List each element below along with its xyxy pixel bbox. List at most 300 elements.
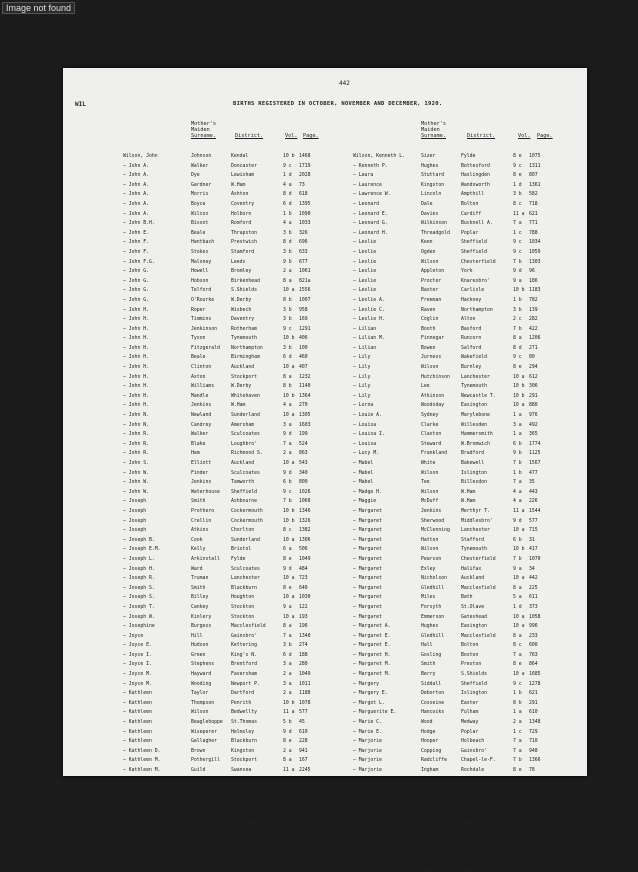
- register-row: [353, 277, 553, 287]
- maiden-name: Bennett: [191, 796, 212, 802]
- volume: 7 b: [513, 556, 522, 562]
- register-row: [353, 210, 553, 220]
- volume: 3 a: [283, 681, 292, 687]
- page-ref: 582: [529, 192, 538, 198]
- district: Gainsbro': [461, 806, 487, 812]
- maiden-name: Maloney: [191, 259, 212, 265]
- page-ref: 233: [529, 633, 538, 639]
- page-ref: 35: [529, 480, 535, 486]
- district: Hackney: [461, 815, 482, 821]
- entry-name: — John H.: [123, 393, 149, 399]
- register-row: [123, 833, 323, 843]
- district: Tamworth: [231, 480, 255, 486]
- district: Daventry: [231, 317, 255, 323]
- page-ref: 1366: [529, 758, 541, 764]
- volume: 9 a: [513, 566, 522, 572]
- page-ref: 1556: [299, 288, 311, 294]
- page-ref: 271: [529, 345, 538, 351]
- register-row: [123, 440, 323, 450]
- register-row: [123, 747, 323, 757]
- register-row: [353, 200, 553, 210]
- maiden-name: Tee: [421, 480, 430, 486]
- district: Bath: [461, 595, 473, 601]
- entry-name: — Kenneth: [123, 815, 149, 821]
- page-ref: 1306: [299, 537, 311, 543]
- district: Ashton: [231, 192, 249, 198]
- register-row: [123, 708, 323, 718]
- entry-name: — Joseph T.: [123, 604, 155, 610]
- page-ref: 1346: [299, 508, 311, 514]
- register-row: [353, 315, 553, 325]
- maiden-name: Procter: [421, 278, 442, 284]
- register-row: [123, 181, 323, 191]
- register-row: [123, 401, 323, 411]
- maiden-name: Dixon: [191, 835, 206, 841]
- page-ref: 1719: [299, 163, 311, 169]
- maiden-name: Gallagher: [191, 739, 217, 745]
- maiden-name: Atkins: [191, 528, 209, 534]
- maiden-name: Hobson: [191, 278, 209, 284]
- register-row: [123, 334, 323, 344]
- page-ref: 807: [529, 173, 538, 179]
- entry-name: — Joseph S.: [123, 595, 155, 601]
- district: Sheffield: [231, 489, 257, 495]
- volume: 8 e: [513, 768, 522, 773]
- page-ref: 225: [529, 585, 538, 591]
- register-row: [353, 267, 553, 277]
- maiden-name: Hill: [191, 633, 203, 639]
- entry-name: — Leonard E.: [353, 211, 388, 217]
- register-row: [123, 517, 323, 527]
- volume: 6 b: [513, 441, 522, 447]
- maiden-name: Hodgson: [191, 863, 212, 869]
- district: Bolton: [461, 643, 479, 649]
- volume: 9 c: [513, 681, 522, 687]
- district: Northampton: [231, 345, 263, 351]
- page-ref: 976: [529, 413, 538, 419]
- maiden-name: Wilson: [421, 470, 439, 476]
- page-ref: 280: [299, 662, 308, 668]
- district: Longtown: [231, 806, 255, 812]
- district: Sculcoates: [231, 566, 260, 572]
- register-row: [353, 238, 553, 248]
- page-ref: 80: [529, 355, 535, 361]
- entry-name: — Marjorie E.: [353, 815, 391, 821]
- left-register-table: [123, 152, 323, 872]
- maiden-name: Martin: [421, 844, 439, 850]
- page-ref: 1291: [299, 326, 311, 332]
- register-row: [123, 689, 323, 699]
- page-ref: 122: [299, 604, 308, 610]
- district: Stockport: [231, 758, 257, 764]
- register-row: [353, 670, 553, 680]
- register-row: [123, 843, 323, 853]
- register-page: [63, 68, 587, 869]
- volume: 10 a: [283, 365, 295, 371]
- entry-name: — John W.: [123, 480, 149, 486]
- register-row: [123, 565, 323, 575]
- register-row: [123, 641, 323, 651]
- page-ref: 1303: [529, 259, 541, 265]
- volume: 8 d: [513, 345, 522, 351]
- district: Islington: [461, 470, 487, 476]
- maiden-name: Hodge: [421, 729, 436, 735]
- register-row: [353, 440, 553, 450]
- volume: 6 b: [513, 537, 522, 543]
- volume: 5 b: [283, 720, 292, 726]
- register-row: [123, 785, 323, 795]
- entry-name: — Joseph: [123, 499, 147, 505]
- register-row: [123, 536, 323, 546]
- maiden-name: Appleton: [421, 269, 445, 275]
- volume: 6 b: [283, 480, 292, 486]
- maiden-name: Shaw: [421, 787, 433, 793]
- maiden-name: Byers: [191, 806, 206, 812]
- district: Easter: [461, 700, 479, 706]
- page-ref: 589: [299, 787, 308, 793]
- entry-name: — John H.: [123, 374, 149, 380]
- entry-name: — Margaret H.: [353, 652, 391, 658]
- maiden-name: Gledhill: [421, 633, 445, 639]
- entry-name: — John R.: [123, 432, 149, 438]
- page-ref: 610: [529, 710, 538, 716]
- volume: 10 b: [513, 384, 525, 390]
- page-ref: 1326: [299, 518, 311, 524]
- district: Thrapston: [231, 230, 257, 236]
- entry-name: — Lorna: [353, 403, 374, 409]
- maiden-name: Clarke: [421, 422, 439, 428]
- maiden-name: Frankland: [421, 451, 447, 457]
- page-ref: 78: [529, 768, 535, 773]
- district: Lanchester: [461, 374, 490, 380]
- district: Stamford: [231, 249, 255, 255]
- maiden-name: Claxton: [421, 432, 442, 438]
- register-row: [123, 478, 323, 488]
- page-ref: 677: [299, 259, 308, 265]
- district: Cockermouth: [231, 508, 263, 514]
- district: Holbeach: [461, 739, 485, 745]
- page-ref: 1113: [299, 806, 311, 812]
- register-row: [353, 565, 553, 575]
- left-district-header: District.: [235, 133, 264, 139]
- maiden-name: Laverick: [421, 863, 445, 869]
- maiden-name: Riggs: [421, 825, 436, 831]
- entry-name: Wilson, Kenneth L.: [353, 154, 405, 159]
- volume: 10 a: [283, 863, 295, 869]
- district: Sculcoates: [231, 432, 260, 438]
- district: Loughbro': [231, 441, 257, 447]
- volume: 3 b: [283, 249, 292, 255]
- maiden-name: Beale: [191, 230, 206, 236]
- page-ref: 1186: [299, 825, 311, 831]
- register-row: [353, 421, 553, 431]
- entry-name: — Joyce M.: [123, 681, 152, 687]
- register-row: [353, 219, 553, 229]
- page-ref: 199: [299, 432, 308, 438]
- volume: 8 c: [513, 201, 522, 207]
- entry-name: — John G.: [123, 278, 149, 284]
- entry-name: — Mark L.: [353, 863, 379, 869]
- entry-name: — John H.: [123, 384, 149, 390]
- volume: 9 d: [513, 269, 522, 275]
- entry-name: — Margaret: [353, 508, 382, 514]
- page-ref: 1090: [299, 211, 311, 217]
- register-row: [123, 258, 323, 268]
- volume: 9 c: [513, 355, 522, 361]
- volume: 10 b: [283, 700, 295, 706]
- page-ref: 941: [299, 748, 308, 754]
- district: Carlisle: [461, 288, 485, 294]
- maiden-name: Sherwood: [421, 518, 445, 524]
- district: Sunderland: [231, 537, 260, 543]
- volume: 7 a: [513, 652, 522, 658]
- maiden-name: Dale: [421, 201, 433, 207]
- register-row: [123, 219, 323, 229]
- district: Sheffield: [461, 249, 487, 255]
- register-row: [123, 670, 323, 680]
- page-ref: 621: [529, 691, 538, 697]
- volume: 7 a: [513, 480, 522, 486]
- entry-name: — Margaret M.: [353, 672, 391, 678]
- volume: 8 a: [283, 777, 292, 783]
- entry-name: — Margaret: [353, 595, 382, 601]
- volume: 8 a: [283, 815, 292, 821]
- volume: 10 a: [283, 576, 295, 582]
- district: Bedwellty: [231, 710, 257, 716]
- entry-name: — Marguerite E.: [353, 710, 397, 716]
- district: Chapel-le-F.: [461, 758, 496, 764]
- district: Penrith: [231, 700, 252, 706]
- register-row: [123, 852, 323, 862]
- entry-name: — John H.: [123, 355, 149, 361]
- maiden-name: Raven: [421, 307, 436, 313]
- register-row: [353, 728, 553, 738]
- entry-name: — Lucy M.: [353, 451, 379, 457]
- district: Hartlepool: [231, 863, 260, 869]
- maiden-name: Kinlery: [191, 614, 212, 620]
- register-row: [353, 824, 553, 834]
- entry-name: — Leslie H.: [353, 317, 385, 323]
- register-row: [123, 267, 323, 277]
- entry-name: — Marjorie L.: [353, 835, 391, 841]
- register-row: [123, 411, 323, 421]
- page-ref: 167: [299, 758, 308, 764]
- entry-name: — John W.: [123, 489, 149, 495]
- district: W.Ham: [461, 844, 476, 850]
- district: Blackburn: [231, 739, 257, 745]
- page-ref: 43: [529, 787, 535, 793]
- volume: 10 a: [283, 413, 295, 419]
- page-ref: 821a: [299, 278, 311, 284]
- entry-name: — Lawrence W.: [353, 192, 391, 198]
- district: Kingston: [231, 748, 255, 754]
- register-row: [123, 171, 323, 181]
- entry-name: — Margaret: [353, 585, 382, 591]
- district: Auckland: [461, 576, 485, 582]
- maiden-name: Pearson: [421, 556, 442, 562]
- volume: 10 a: [283, 537, 295, 543]
- maiden-name: Cook: [191, 537, 203, 543]
- register-row: [123, 152, 323, 162]
- entry-name: — Margery E.: [353, 691, 388, 697]
- page-ref: 771: [529, 221, 538, 227]
- maiden-name: Walker: [191, 432, 209, 438]
- register-row: [353, 651, 553, 661]
- maiden-name: Davies: [421, 211, 439, 217]
- volume: 4 a: [283, 403, 292, 409]
- volume: 1 a: [513, 710, 522, 716]
- entry-name: — John N.: [123, 422, 149, 428]
- district: Bristol: [231, 547, 252, 553]
- page-ref: 373: [529, 604, 538, 610]
- district: Boston: [461, 652, 479, 658]
- maiden-name: Mandle: [191, 393, 209, 399]
- volume: 9 c: [513, 163, 522, 169]
- register-row: [353, 469, 553, 479]
- entry-name: — John A.: [123, 182, 149, 188]
- register-row: [123, 555, 323, 565]
- entry-name: — Kathleen: [123, 691, 152, 697]
- page-ref: 226: [529, 499, 538, 505]
- register-row: [123, 200, 323, 210]
- district: Fylde: [461, 154, 476, 159]
- district: King's N.: [231, 652, 257, 658]
- maiden-name: Stuttard: [421, 173, 445, 179]
- register-row: [123, 603, 323, 613]
- page-ref: 880: [529, 403, 538, 409]
- entry-name: — John G.: [123, 297, 149, 303]
- entry-name: — John F.G.: [123, 259, 155, 265]
- maiden-name: Exley: [421, 566, 436, 572]
- maiden-name: Elliott: [191, 461, 212, 466]
- page-ref: 577: [299, 710, 308, 716]
- register-row: [353, 776, 553, 786]
- page-ref: 228: [299, 739, 308, 745]
- entry-name: — Joyce I.: [123, 652, 152, 658]
- page-ref: 600: [529, 643, 538, 649]
- entry-name: — Mabel: [353, 480, 374, 486]
- register-row: [353, 488, 553, 498]
- entry-name: — Louisa: [353, 441, 377, 447]
- page-ref: 1011: [299, 681, 311, 687]
- entry-name: — Leslie: [353, 249, 377, 255]
- volume: 9 d: [283, 566, 292, 572]
- district: Bourne: [231, 835, 249, 841]
- district: Tynemouth: [461, 547, 487, 553]
- entry-name: — Joseph W.: [123, 614, 155, 620]
- volume: 2 a: [283, 691, 292, 697]
- page-ref: 442: [529, 576, 538, 582]
- maiden-name: Timmins: [191, 317, 212, 323]
- entry-name: — Lily: [353, 355, 371, 361]
- entry-name: — Marjorie: [353, 787, 382, 793]
- volume: 8 d: [283, 825, 292, 831]
- volume: 1 b: [283, 211, 292, 217]
- entry-name: — Margaret E.: [353, 633, 391, 639]
- page-number: 442: [339, 80, 350, 87]
- page-ref: 612: [529, 374, 538, 380]
- page-ref: 417: [529, 547, 538, 553]
- page-ref: 1183: [529, 288, 541, 294]
- page-ref: 1075: [529, 154, 541, 159]
- volume: 3 b: [283, 345, 292, 351]
- maiden-name: Wiseperer: [191, 729, 217, 735]
- maiden-name: Smith: [191, 499, 206, 505]
- maiden-name: Hayward: [191, 672, 212, 678]
- page-ref: 188: [299, 652, 308, 658]
- district: Kettering: [231, 643, 257, 649]
- maiden-name: Beaglehoppe: [191, 720, 223, 726]
- entry-name: — Leslie: [353, 278, 377, 284]
- page-ref: 1685: [529, 672, 541, 678]
- entry-name: — Margaret: [353, 528, 382, 534]
- maiden-name: Finder: [191, 470, 209, 476]
- district: Cardiff: [461, 211, 482, 217]
- district: Wandsworth: [461, 182, 490, 188]
- page-ref: 205: [299, 863, 308, 869]
- entry-name: — Margaret: [353, 518, 382, 524]
- district: Doncaster: [231, 163, 257, 169]
- register-row: [123, 718, 323, 728]
- page-ref: 422: [529, 326, 538, 332]
- page-ref: 1603: [299, 422, 311, 428]
- maiden-name: Wilson: [421, 547, 439, 553]
- page-ref: 633: [299, 249, 308, 255]
- page-ref: 1140: [299, 384, 311, 390]
- maiden-name: Wilson: [421, 489, 439, 495]
- page-ref: 506: [299, 854, 308, 860]
- entry-name: — Maggie: [353, 499, 377, 505]
- maiden-name: Wilson: [421, 365, 439, 371]
- register-row: [123, 296, 323, 306]
- page-ref: 340: [299, 470, 308, 476]
- page-ref: 1206: [529, 336, 541, 342]
- volume: 7 a: [513, 739, 522, 745]
- district: Hackney: [461, 297, 482, 303]
- maiden-name: Wilson: [421, 259, 439, 265]
- district: Lanchester: [461, 863, 490, 869]
- entry-name: — Leonard: [353, 201, 379, 207]
- entry-name: — Joseph S.: [123, 585, 155, 591]
- page-ref: 196: [299, 624, 308, 630]
- register-row: [353, 258, 553, 268]
- district: Richmond S.: [231, 451, 263, 457]
- entry-name: — Lilian: [353, 326, 377, 332]
- maiden-name: McClenning: [421, 528, 450, 534]
- district: Merthyr T.: [461, 508, 490, 514]
- page-ref: 718: [529, 201, 538, 207]
- register-row: [123, 824, 323, 834]
- register-row: [123, 814, 323, 824]
- district: Poplar: [461, 729, 479, 735]
- maiden-name: Crellin: [191, 518, 212, 524]
- volume: 10 b: [513, 288, 525, 294]
- volume: 7 b: [283, 499, 292, 505]
- page-ref: 1232: [299, 374, 311, 380]
- register-row: [123, 277, 323, 287]
- volume: 7 a: [283, 633, 292, 639]
- maiden-name: Wood: [421, 720, 433, 726]
- page-ref: 169: [299, 317, 308, 323]
- district: St.Thomas: [231, 720, 257, 726]
- volume: 1 d: [513, 604, 522, 610]
- volume: 10 a: [283, 595, 295, 601]
- volume: 9 d: [513, 518, 522, 524]
- register-row: [353, 660, 553, 670]
- maiden-name: Lee: [421, 384, 430, 390]
- volume: 8 b: [283, 384, 292, 390]
- register-row: [353, 306, 553, 316]
